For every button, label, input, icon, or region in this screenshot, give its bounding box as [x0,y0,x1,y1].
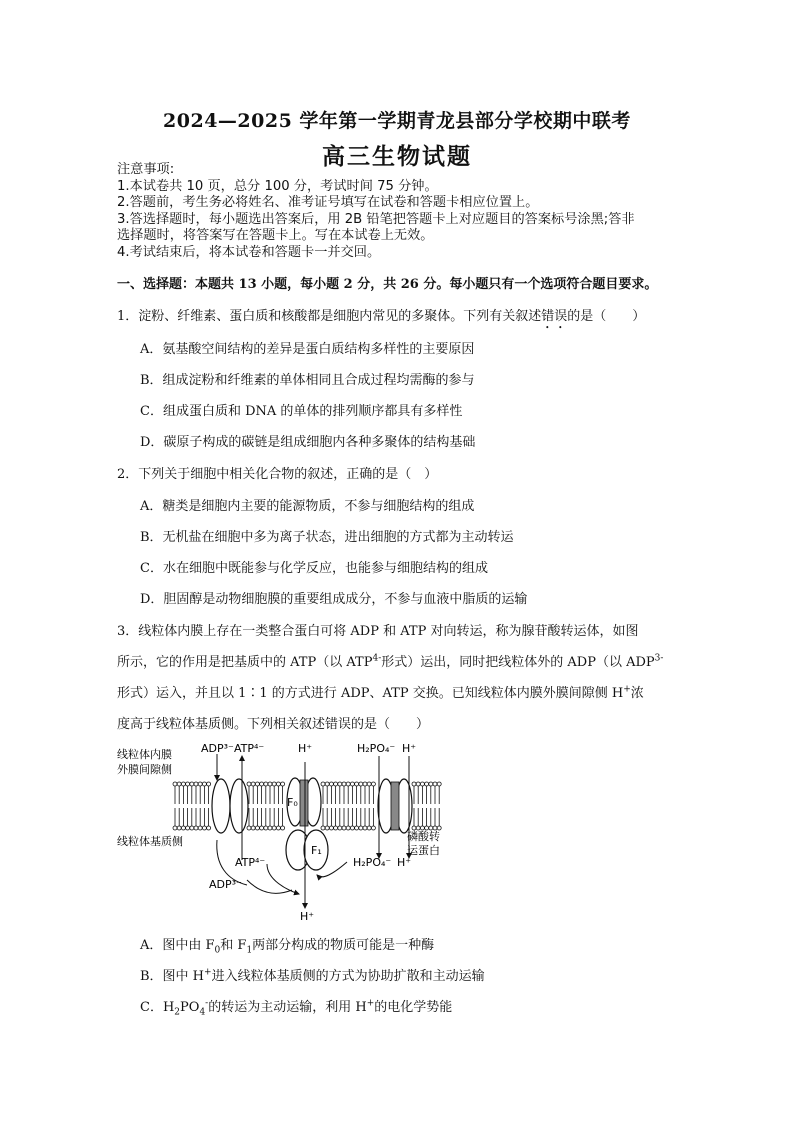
label-h-top: H⁺ [298,742,313,755]
q3-optB-a: B．图中 H [140,969,205,984]
q3-optA-sub1: 0 [214,945,221,956]
q3-line3-sup: + [623,684,631,695]
q3-optC-a: C．H [140,1000,175,1015]
q3-line3-b: 浓 [630,686,644,701]
q3-optC-b: PO [180,1000,200,1015]
notice-block [117,162,697,261]
exam-subject-title: 高三生物试题 [322,143,472,170]
q1-stem-before: 1．淀粉、纤维素、蛋白质和核酸都是细胞内常见的多聚体。下列有关叙述 [117,309,542,324]
q3-line2-sup2: 3- [654,653,664,664]
q3-optC-sub1: 2 [174,1007,181,1018]
q3-option-c [140,996,452,1018]
q3-optA-a: A．图中由 F [140,938,215,953]
q3-optC-c: 的转运为主动运输，利用 H [208,1000,367,1015]
q3-option-a [140,934,434,956]
q3-option-b [140,965,485,984]
q3-optC-sup: - [205,998,209,1009]
q3-optA-b: 和 F [220,938,247,953]
question-1-stem [117,305,645,332]
question-2-stem: 2．下列关于细胞中相关化合物的叙述，正确的是（ ） [117,467,438,482]
section-heading: 一、选择题：本题共 13 小题，每小题 2 分，共 26 分。每小题只有一个选项符合题目要求。 [117,277,658,292]
notice-item: 1.本试卷共 10 页，总分 100 分，考试时间 75 分钟。 [117,178,438,194]
notice-item: 选择题时，将答案写在答题卡上。写在本试卷上无效。 [117,228,434,243]
q3-optB-sup: + [204,967,212,978]
label-phosphate-transporter-2: 运蛋白 [407,844,440,857]
label-adp-bottom: ADP³⁻ [209,878,242,891]
label-f0: F₀ [287,796,298,809]
q3-optB-b: 进入线粒体基质侧的方式为协助扩散和主动运输 [211,969,485,984]
q1-option-d: D．碳原子构成的碳链是组成细胞内各种多聚体的结构基础 [140,435,476,450]
label-h2po4-bottom: H₂PO₄⁻ [353,856,392,869]
notice-heading: 注意事项: [117,162,175,177]
q2-option-a: A．糖类是细胞内主要的能源物质，不参与细胞结构的组成 [140,499,475,514]
label-matrix-side: 线粒体基质侧 [117,835,183,848]
label-h-bottom: H⁺ [300,910,315,920]
notice-item: 2.答题前，考生务必将姓名、准考证号填写在试卷和答题卡相应位置上。 [117,195,539,210]
q1-stem-after: 的是（ ） [567,309,646,324]
q1-stem-emphasis: 错误 [541,309,568,324]
q2-option-d: D．胆固醇是动物细胞膜的重要组成成分，不参与血液中脂质的运输 [140,592,528,607]
q3-optC-sup2: + [366,998,375,1009]
q3-optA-c: 两部分构成的物质可能是一种酶 [252,938,435,953]
label-h2po4-top: H₂PO₄⁻ [357,742,396,755]
q3-optC-d: 的电化学势能 [374,1000,453,1015]
q3-line-4: 度高于线粒体基质侧。下列相关叙述错误的是（ ） [117,717,430,732]
q3-line-3 [117,682,644,701]
q3-line-2 [117,651,663,670]
q1-option-b: B．组成淀粉和纤维素的单体相同且合成过程均需酶的参与 [140,373,475,388]
exam-title: 2024—2025 学年第一学期青龙县部分学校期中联考 [163,110,631,132]
mitochondria-membrane-diagram [117,740,447,920]
notice-item: 4.考试结束后，将本试卷和答题卡一并交回。 [117,244,381,260]
label-f1: F₁ [311,844,322,857]
q3-line2-b: 形式）运出，同时把线粒体外的 ADP（以 ADP [381,655,655,670]
label-atp-bottom: ATP⁴⁻ [235,856,266,869]
q2-option-c: C．水在细胞中既能参与化学反应，也能参与细胞结构的组成 [140,561,488,576]
label-h-bottom-2: H⁺ [397,856,412,869]
label-inner-membrane: 线粒体内膜 [117,748,172,761]
phosphate-transporter [378,779,412,833]
label-intermembrane-space: 外膜间隙侧 [117,763,172,776]
q3-line-1: 3．线粒体内膜上存在一类整合蛋白可将 ADP 和 ATP 对向转运，称为腺苷酸转运体，如图 [117,624,639,639]
q3-line3-a: 形式）运入，并且以 1∶1 的方式进行 ADP、ATP 交换。已知线粒体内膜外膜间隙侧 H [117,686,624,701]
label-phosphate-transporter-1: 磷酸转 [407,830,440,843]
q3-line2-sup1: 4- [372,653,382,664]
label-h-top-2: H⁺ [402,742,417,755]
label-atp-top: ATP⁴⁻ [234,742,265,755]
notice-item: 3.答选择题时，每小题选出答案后，用 2B 铅笔把答题卡上对应题目的答案标号涂黑;答非 [117,211,635,227]
q3-optA-sub2: 1 [246,945,253,956]
adenine-nucleotide-translocase [212,779,248,833]
label-adp-top: ADP³⁻ [201,742,234,755]
q1-option-c: C．组成蛋白质和 DNA 的单体的排列顺序都具有多样性 [140,404,463,419]
q1-option-a: A．氨基酸空间结构的差异是蛋白质结构多样性的主要原因 [140,342,475,357]
q2-option-b: B．无机盐在细胞中多为离子状态，进出细胞的方式都为主动转运 [140,530,514,545]
q3-line2-a: 所示，它的作用是把基质中的 ATP（以 ATP [117,655,373,670]
q3-optC-sub2: 4 [199,1007,206,1018]
